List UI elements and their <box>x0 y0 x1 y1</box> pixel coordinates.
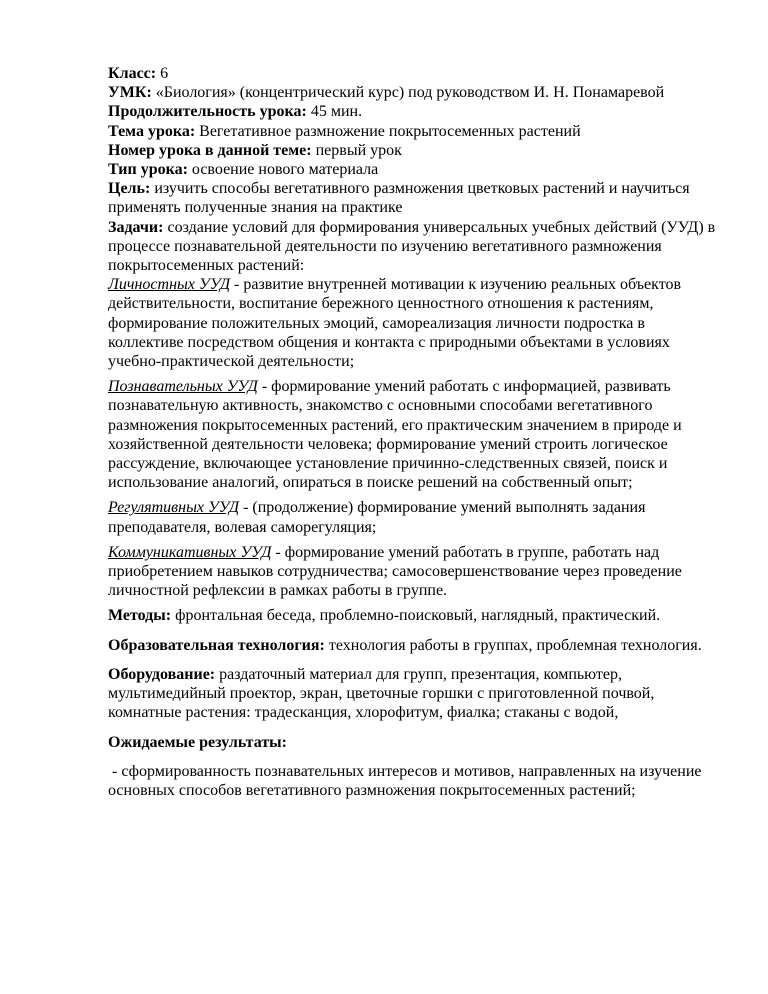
uud-label: Коммуникативных УУД <box>108 543 272 561</box>
expected-result-item: - сформированность познавательных интересов и мотивов, направленных на изучение основных способов вегетативного размножения покрытосеменных растений; <box>108 762 702 799</box>
field-label: Цель: <box>108 180 151 198</box>
field-label: Продолжительность урока: <box>108 103 307 121</box>
field-label: Задачи: <box>108 218 164 236</box>
field-label: Оборудование: <box>108 665 216 683</box>
lesson-plan-document <box>108 64 720 800</box>
field-value: 6 <box>156 65 169 82</box>
field-label: Класс: <box>108 65 157 82</box>
field-goal <box>108 179 720 217</box>
uud-text: - формирование умений работать с информацией, развивать познавательную активность, знакомство с основными способами вегетативного размножения покрытосеменных растений, его практическим значением в природе и хозяйственной деятельности человека; формирование умений строить логическое рассуждение, включающее установление причинно-следственных связей, поиск и использование аналогий, опираться в поиске решений на собственный опыт; <box>108 378 682 492</box>
field-label: Методы: <box>108 607 172 625</box>
field-tasks <box>108 218 720 276</box>
field-value: изучить способы вегетативного размножения цветковых растений и научиться применять полученные знания на практике <box>108 180 690 217</box>
field-label: Номер урока в данной теме: <box>108 141 312 159</box>
field-umk <box>108 83 720 102</box>
field-value: создание условий для формирования универсальных учебных действий (УУД) в процессе познавательной деятельности по изучению вегетативного размножения покрытосеменных растений: <box>108 218 716 275</box>
field-value: раздаточный материал для групп, презентация, компьютер, мультимедийный проектор, экран, цветочные горшки с приготовленной почвой, комнатные растения: традесканция, хлорофитум, фиалка; стаканы с водой, <box>108 665 655 722</box>
expected-results-heading <box>108 733 720 752</box>
uud-personal <box>108 275 720 371</box>
field-value: первый урок <box>311 141 402 159</box>
field-class <box>108 64 720 83</box>
uud-cognitive <box>108 377 720 492</box>
field-value: технология работы в группах, проблемная технология. <box>324 636 702 654</box>
field-lesson-number <box>108 141 720 160</box>
field-technology <box>108 636 720 655</box>
field-label: Тип урока: <box>108 161 188 179</box>
field-equipment <box>108 665 720 723</box>
uud-label: Личностных УУД <box>108 276 231 294</box>
field-topic <box>108 122 720 141</box>
uud-label: Регулятивных УУД <box>108 499 240 517</box>
uud-communicative <box>108 543 720 601</box>
field-lesson-type <box>108 160 720 179</box>
field-value: Вегетативное размножение покрытосеменных растений <box>195 122 581 140</box>
uud-label: Познавательных УУД <box>108 378 258 396</box>
field-label: Образовательная технология: <box>108 636 325 654</box>
field-value: «Биология» (концентрический курс) под руководством И. Н. Понамаревой <box>151 84 665 102</box>
field-label: УМК: <box>108 84 152 102</box>
uud-text: - (продолжение) формирование умений выполнять задания преподавателя, волевая саморегуляция; <box>108 499 646 536</box>
section-heading: Ожидаемые результаты: <box>108 733 287 751</box>
field-value: освоение нового материала <box>187 161 379 179</box>
uud-regulatory <box>108 498 720 536</box>
uud-text: - развитие внутренней мотивации к изучению реальных объектов действительности, воспитание бережного ценностного отношения к растениям, формирование положительных эмоций, самореализация личности подростка в коллективе посредством общения и контакта с природными объектами в условиях учебно-практической деятельности; <box>108 276 682 371</box>
field-value: 45 мин. <box>306 103 363 121</box>
field-methods <box>108 606 720 625</box>
field-duration <box>108 102 720 121</box>
field-value: фронтальная беседа, проблемно-поисковый, наглядный, практический. <box>171 607 661 625</box>
uud-text: - формирование умений работать в группе, работать над приобретением навыков сотрудничества; самосовершенствование через проведение личностной рефлексии в рамках работы в группе. <box>108 543 682 600</box>
field-label: Тема урока: <box>108 122 196 140</box>
